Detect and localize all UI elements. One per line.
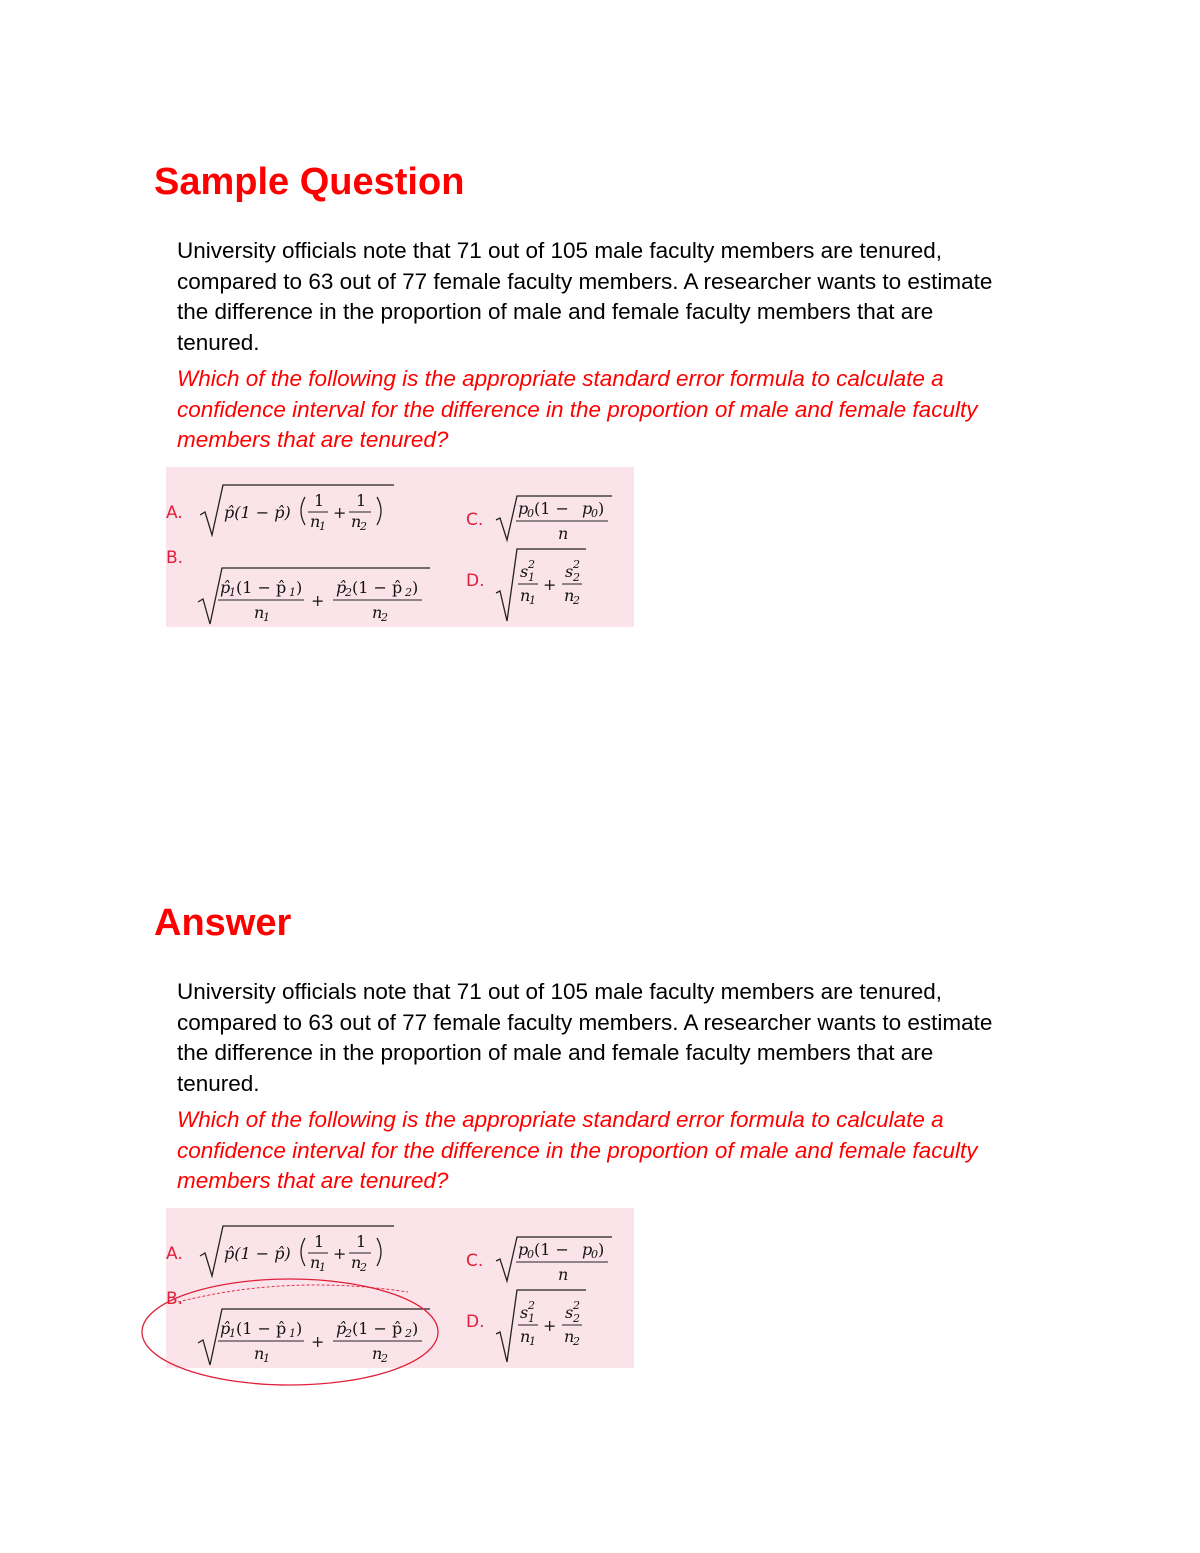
- svg-text:+: +: [311, 1332, 325, 1351]
- option-a-label: A.: [166, 1244, 183, 1264]
- svg-text:1: 1: [289, 1327, 296, 1340]
- section-heading-sample-question: Sample Question: [154, 161, 465, 203]
- section-heading-answer: Answer: [154, 902, 292, 944]
- svg-text:s: s: [565, 1303, 574, 1322]
- svg-text:p: p: [582, 499, 593, 518]
- svg-text:1: 1: [314, 491, 325, 510]
- svg-text:0: 0: [591, 1248, 598, 1261]
- svg-text:p̂: p̂: [336, 1319, 347, 1338]
- svg-text:n: n: [520, 586, 531, 605]
- svg-text:n: n: [564, 1327, 575, 1346]
- svg-text:2: 2: [573, 1299, 580, 1312]
- formula-c: [494, 1233, 619, 1288]
- svg-text:s: s: [520, 1303, 529, 1322]
- svg-text:+: +: [543, 575, 557, 594]
- svg-text:): ): [296, 578, 303, 597]
- svg-text:+: +: [333, 503, 347, 522]
- svg-text:): ): [296, 1319, 303, 1338]
- svg-text:n: n: [372, 1344, 383, 1363]
- svg-text:+: +: [543, 1316, 557, 1335]
- svg-text:+: +: [311, 591, 325, 610]
- svg-text:0: 0: [591, 507, 598, 520]
- svg-text:s: s: [565, 562, 574, 581]
- svg-text:n: n: [310, 1253, 321, 1272]
- formula-d: [494, 1286, 594, 1366]
- svg-text:p̂: p̂: [220, 578, 231, 597]
- svg-text:1: 1: [356, 1232, 367, 1251]
- svg-text:n: n: [372, 603, 383, 622]
- svg-text:n: n: [254, 1344, 265, 1363]
- svg-text:2: 2: [381, 611, 388, 624]
- svg-text:1: 1: [528, 1312, 535, 1325]
- svg-text:1: 1: [528, 571, 535, 584]
- svg-text:2: 2: [405, 1327, 412, 1340]
- svg-text:(1 − p̂: (1 − p̂: [352, 578, 403, 597]
- svg-text:1: 1: [263, 611, 270, 624]
- question-text: Which of the following is the appropriate standard error formula to calculate a confidence interval for the difference in the proportion of male and female faculty members that are tenured?: [177, 1107, 978, 1193]
- svg-text:p̂: p̂: [220, 1319, 231, 1338]
- answer-options-panel: [166, 467, 634, 627]
- svg-text:n: n: [310, 512, 321, 531]
- svg-text:0: 0: [527, 1248, 534, 1261]
- option-b-label: B.: [166, 1289, 184, 1309]
- svg-text:1: 1: [229, 586, 236, 599]
- svg-text:n: n: [351, 512, 362, 531]
- svg-text:(1 − p̂: (1 − p̂: [236, 1319, 287, 1338]
- svg-text:): ): [412, 578, 419, 597]
- svg-text:2: 2: [573, 1335, 580, 1348]
- svg-text:2: 2: [360, 1261, 367, 1274]
- svg-text:1: 1: [263, 1352, 270, 1365]
- formula-a: [198, 1216, 398, 1278]
- svg-text:1: 1: [529, 594, 536, 607]
- option-a-label: A.: [166, 503, 183, 523]
- svg-text:n: n: [558, 1265, 569, 1284]
- option-d-label: D.: [466, 571, 485, 591]
- svg-text:2: 2: [405, 586, 412, 599]
- svg-text:1: 1: [356, 491, 367, 510]
- formula-c: [494, 492, 619, 547]
- svg-text:p̂: p̂: [336, 578, 347, 597]
- svg-text:p: p: [582, 1240, 593, 1259]
- svg-text:n: n: [558, 524, 569, 543]
- answer-options-panel: [166, 1208, 634, 1368]
- svg-text:2: 2: [573, 594, 580, 607]
- svg-text:2: 2: [345, 1327, 352, 1340]
- svg-text:2: 2: [528, 1299, 535, 1312]
- svg-text:p̂(1 − p̂): p̂(1 − p̂): [224, 1244, 291, 1263]
- problem-statement: University officials note that 71 out of 105 male faculty members are tenured, compared to 63 out of 77 female faculty members. A researcher wants to estimate the difference in the proportion of male and female faculty members that are tenured.: [177, 238, 993, 355]
- svg-text:+: +: [333, 1244, 347, 1263]
- svg-text:): ): [598, 499, 605, 518]
- svg-text:s: s: [520, 562, 529, 581]
- option-c-label: C.: [466, 510, 484, 530]
- svg-text:1: 1: [529, 1335, 536, 1348]
- svg-text:2: 2: [573, 558, 580, 571]
- svg-text:2: 2: [573, 571, 580, 584]
- svg-text:n: n: [351, 1253, 362, 1272]
- problem-statement: University officials note that 71 out of 105 male faculty members are tenured, compared to 63 out of 77 female faculty members. A researcher wants to estimate the difference in the proportion of male and female faculty members that are tenured.: [177, 979, 993, 1096]
- svg-text:1: 1: [319, 1261, 326, 1274]
- svg-text:(1 −: (1 −: [534, 1240, 569, 1259]
- svg-text:(1 − p̂: (1 − p̂: [352, 1319, 403, 1338]
- formula-d: [494, 545, 594, 625]
- svg-text:1: 1: [229, 1327, 236, 1340]
- formula-b: [196, 562, 436, 627]
- svg-text:1: 1: [314, 1232, 325, 1251]
- svg-text:2: 2: [345, 586, 352, 599]
- svg-text:2: 2: [381, 1352, 388, 1365]
- svg-text:(1 −: (1 −: [534, 499, 569, 518]
- option-d-label: D.: [466, 1312, 485, 1332]
- svg-text:0: 0: [527, 507, 534, 520]
- svg-text:2: 2: [528, 558, 535, 571]
- svg-text:p: p: [518, 1240, 529, 1259]
- svg-text:(1 − p̂: (1 − p̂: [236, 578, 287, 597]
- svg-text:n: n: [520, 1327, 531, 1346]
- svg-text:n: n: [564, 586, 575, 605]
- svg-text:): ): [412, 1319, 419, 1338]
- question-text: Which of the following is the appropriate standard error formula to calculate a confidence interval for the difference in the proportion of male and female faculty members that are tenured?: [177, 366, 978, 452]
- formula-b: [196, 1303, 436, 1368]
- formula-a: [198, 475, 398, 537]
- option-b-label: B.: [166, 548, 184, 568]
- svg-text:n: n: [254, 603, 265, 622]
- svg-text:2: 2: [360, 520, 367, 533]
- svg-text:1: 1: [289, 586, 296, 599]
- svg-text:p̂(1 − p̂): p̂(1 − p̂): [224, 503, 291, 522]
- svg-text:p: p: [518, 499, 529, 518]
- svg-text:): ): [598, 1240, 605, 1259]
- svg-text:2: 2: [573, 1312, 580, 1325]
- option-c-label: C.: [466, 1251, 484, 1271]
- svg-text:1: 1: [319, 520, 326, 533]
